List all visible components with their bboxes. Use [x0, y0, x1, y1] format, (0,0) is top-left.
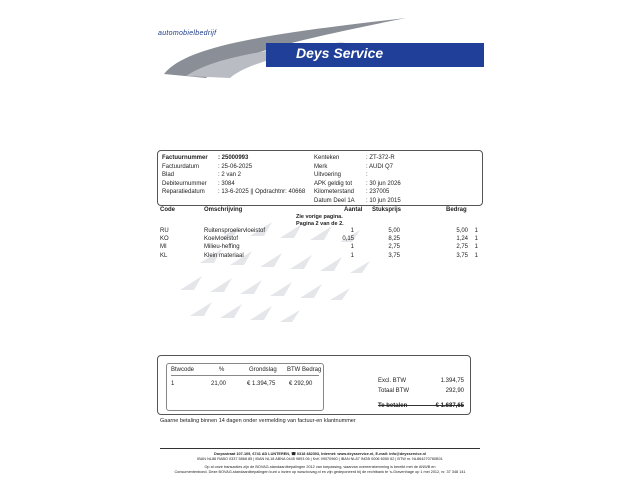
total-vat-row [378, 388, 464, 398]
vat-divider [171, 375, 319, 376]
invoice-info-box [157, 150, 483, 206]
row-amount: 3,75 [456, 252, 468, 259]
vat-amount-header: BTW Bedrag [287, 367, 322, 373]
info-row [162, 163, 305, 172]
info-row [162, 154, 305, 163]
table-row [160, 228, 480, 236]
info-value: : [366, 172, 368, 179]
row-qty: 1 [350, 228, 354, 234]
info-row [162, 188, 305, 197]
info-label: Datum Deel 1A [314, 197, 355, 204]
row-code: KL [160, 252, 168, 259]
footer-bank: IBAN NL88 RABO 0337 5868 85 | IBAN NL18 ABNA 0445 9893 06 | KvK 09070960 | IBAN NL87 INGB 0006 6050 62 | BTW nr. NL864270780B01 [197, 457, 443, 461]
info-row [314, 171, 401, 180]
total-pay-value: € 1.687,65 [435, 403, 464, 409]
info-value: : 10 jun 2015 [366, 197, 401, 204]
col-unit-header: Stuksprijs [372, 207, 402, 213]
company-name: Deys Service [296, 45, 384, 61]
info-value: : ZT-372-R [366, 155, 395, 161]
total-excl-label: Excl. BTW [378, 378, 406, 384]
col-desc-header: Omschrijving [204, 207, 243, 213]
info-row [314, 180, 401, 189]
row-unit: 2,75 [388, 244, 400, 251]
vat-table [166, 363, 324, 411]
info-value: : 3084 [218, 180, 235, 187]
vat-pct-value: 21,00 [211, 381, 227, 387]
line-items [160, 228, 480, 261]
table-row [160, 236, 480, 244]
info-value: : AUDI Q7 [366, 163, 394, 170]
info-label: Uitvoering [314, 172, 342, 179]
row-vat-code: 1 [474, 236, 478, 243]
row-unit: 8,25 [388, 236, 400, 243]
page-note [296, 214, 344, 228]
row-vat-code: 1 [474, 252, 478, 259]
page-note-line: Zie vorige pagina. [296, 214, 343, 220]
info-value: : 237005 [366, 189, 390, 196]
row-vat-code: 1 [474, 244, 478, 251]
footer-terms: Consumentenbond. Deze BOVAG-standaardbepalingen kunt u inzien op www.bovag.nl en zijn gedeponeerd bij de rechtbank te 's-Gravenhage op 1 mei 2012, nr. 37 348 141 [174, 470, 466, 474]
vat-base-value: € 1.394,75 [247, 381, 276, 387]
vat-summary-box [157, 355, 471, 415]
vat-pct-header: % [219, 367, 225, 373]
row-qty: 1 [350, 252, 354, 259]
info-row [314, 197, 401, 206]
info-row [162, 171, 305, 180]
row-amount: 1,24 [456, 236, 468, 243]
info-value: : 25-06-2025 [218, 163, 253, 170]
footer-divider [160, 448, 480, 449]
info-label: Factuurnummer [162, 155, 208, 161]
info-label: APK geldig tot [314, 180, 353, 187]
total-vat-value: 292,90 [445, 388, 464, 394]
row-desc: Milieu-heffing [204, 244, 240, 251]
vat-amount-value: € 292,90 [289, 381, 313, 387]
row-vat-code: 1 [474, 228, 478, 234]
row-unit: 5,00 [388, 228, 400, 234]
row-desc: Ruitensproeiervloeistof [204, 228, 266, 234]
payment-note: Gaarne betaling binnen 14 dagen onder vermelding van factuur-en klantnummer [160, 418, 356, 424]
totals [378, 378, 464, 413]
col-qty-header: Aantal [344, 207, 363, 213]
row-desc: Koelvloeistof [204, 236, 239, 243]
row-code: KO [160, 236, 169, 243]
table-row [160, 244, 480, 252]
row-qty: 0,15 [342, 236, 354, 243]
info-label: Blad [162, 172, 175, 179]
info-label: Merk [314, 163, 328, 170]
table-row [160, 253, 480, 261]
col-amount-header: Bedrag [446, 207, 467, 213]
row-desc: Klein materiaal [204, 252, 244, 259]
col-code-header: Code [160, 207, 175, 213]
total-pay-row [378, 403, 464, 413]
info-row [314, 188, 401, 197]
info-value: : 2 van 2 [218, 172, 242, 179]
info-label: Factuurdatum [162, 163, 200, 170]
row-amount: 5,00 [456, 228, 468, 234]
info-value: : 13-6-2025 || Opdrachtnr: 40668 [218, 189, 306, 196]
info-value: : 25000993 [218, 155, 249, 161]
company-logo [146, 16, 486, 82]
row-amount: 2,75 [456, 244, 468, 251]
row-unit: 3,75 [388, 252, 400, 259]
invoice-info-right [314, 154, 401, 206]
info-row [314, 163, 401, 172]
vat-code-value: 1 [171, 381, 175, 387]
row-code: MI [160, 244, 167, 251]
footer-terms: Op al onze transacties zijn de BOVAG-standaardbepalingen 2012 van toepassing, waarvan overeenstemming is bereikt met de ANWB en [204, 465, 436, 469]
info-row [162, 180, 305, 189]
info-label: Reparatiedatum [162, 189, 205, 196]
row-qty: 1 [350, 244, 354, 251]
vat-base-header: Grondslag [249, 367, 277, 373]
total-vat-label: Totaal BTW [378, 388, 410, 394]
invoice-info-left [162, 154, 305, 197]
total-pay-label: Te betalen [378, 403, 408, 409]
vat-code-header: Btwcode [171, 367, 195, 373]
row-code: RU [160, 228, 169, 234]
footer-address: Dorpsstraat 107-109, 6741 AD LUNTEREN, ☎ 0318 482303, Internet: www.deysservice.nl, E-mail: info@deysservice.nl [213, 452, 426, 456]
info-label: Kilometerstand [314, 189, 355, 196]
page-note-line: Pagina 2 van de 2. [296, 221, 344, 227]
logo-tagline: automobielbedrijf [158, 30, 217, 37]
total-excl-value: 1.394,75 [440, 378, 464, 384]
info-label: Kenteken [314, 155, 340, 161]
info-row [314, 154, 401, 163]
total-excl-row [378, 378, 464, 388]
info-label: Debiteurnummer [162, 180, 207, 187]
info-value: : 30 jun 2026 [366, 180, 401, 187]
